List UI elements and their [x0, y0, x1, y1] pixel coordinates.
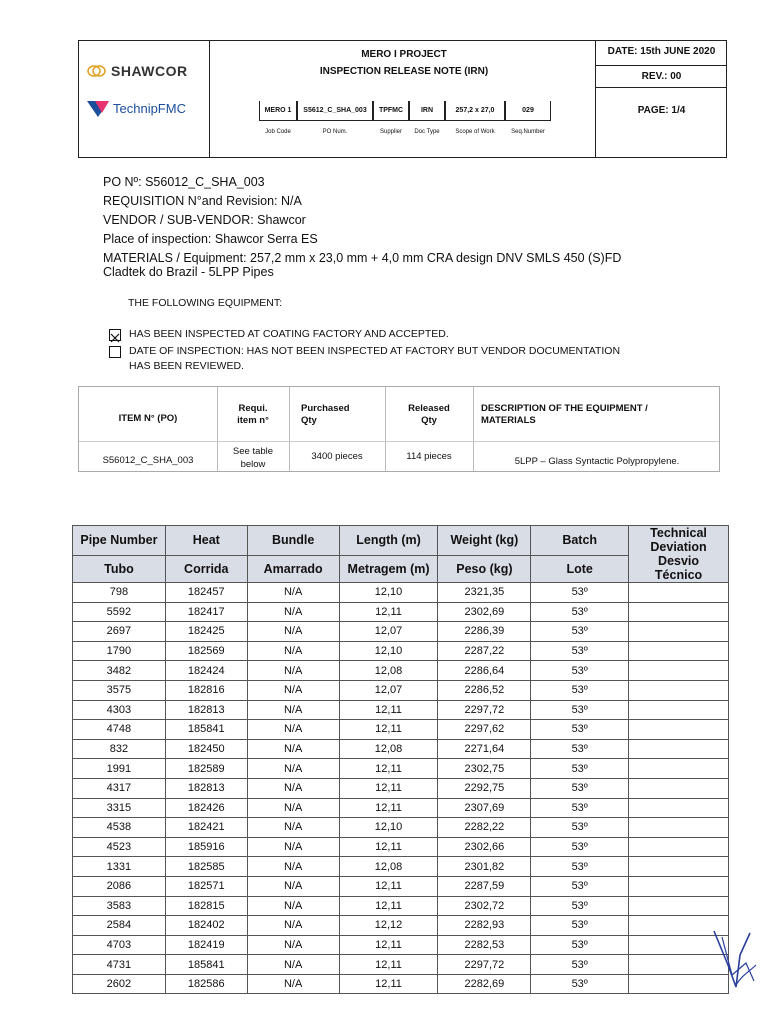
col-bundle: Bundle	[247, 526, 339, 556]
item-purchased: 3400 pieces	[311, 451, 363, 462]
pipe-table-body	[73, 583, 729, 994]
header-item-no: ITEM N° (PO)	[118, 413, 178, 424]
cell-technical-deviation	[629, 818, 729, 838]
cell-bundle: N/A	[247, 622, 339, 642]
cell-bundle: N/A	[247, 974, 339, 994]
cell-technical-deviation	[629, 661, 729, 681]
cell-batch: 53º	[531, 955, 629, 975]
cell-pipe-number: 4703	[73, 935, 166, 955]
cell-length: 12,11	[339, 602, 438, 622]
table-row	[73, 798, 729, 818]
cell-pipe-number: 2086	[73, 876, 166, 896]
code-seq: 029	[505, 101, 551, 121]
cell-bundle: N/A	[247, 818, 339, 838]
page-number: PAGE: 1/4	[637, 105, 686, 116]
table-row	[73, 818, 729, 838]
cell-heat: 185841	[165, 955, 247, 975]
cell-technical-deviation	[629, 700, 729, 720]
header-requi-2: item n°	[237, 415, 269, 426]
document-header	[78, 40, 727, 158]
divider	[79, 441, 719, 442]
table-row	[73, 661, 729, 681]
cell-bundle: N/A	[247, 661, 339, 681]
code-label: PO Num.	[322, 129, 348, 135]
cell-technical-deviation	[629, 857, 729, 877]
cell-length: 12,11	[339, 837, 438, 857]
place-of-inspection: Place of inspection: Shawcor Serra ES	[103, 232, 318, 246]
cell-bundle: N/A	[247, 720, 339, 740]
code-label: Scope of Work	[455, 129, 495, 135]
cell-heat: 182421	[165, 818, 247, 838]
cell-length: 12,11	[339, 896, 438, 916]
table-row	[73, 837, 729, 857]
code-label: Seq.Number	[511, 129, 545, 135]
tech-header-line: Desvio	[658, 554, 700, 568]
cell-weight: 2302,75	[438, 759, 531, 779]
cell-pipe-number: 4303	[73, 700, 166, 720]
cell-batch: 53º	[531, 720, 629, 740]
cell-bundle: N/A	[247, 583, 339, 603]
cell-weight: 2297,62	[438, 720, 531, 740]
cell-bundle: N/A	[247, 896, 339, 916]
cell-heat: 182419	[165, 935, 247, 955]
cell-length: 12,10	[339, 818, 438, 838]
cell-technical-deviation	[629, 641, 729, 661]
cell-batch: 53º	[531, 818, 629, 838]
cell-length: 12,11	[339, 720, 438, 740]
header-description-2: MATERIALS	[481, 415, 536, 426]
cell-batch: 53º	[531, 680, 629, 700]
cell-weight: 2282,69	[438, 974, 531, 994]
vendor: VENDOR / SUB-VENDOR: Shawcor	[103, 213, 306, 227]
table-row	[73, 857, 729, 877]
cell-bundle: N/A	[247, 778, 339, 798]
cell-weight: 2282,53	[438, 935, 531, 955]
cell-heat: 182425	[165, 622, 247, 642]
shawcor-logo-icon	[87, 65, 107, 77]
cell-batch: 53º	[531, 916, 629, 936]
tech-header-line: Technical	[650, 526, 707, 540]
cell-pipe-number: 1790	[73, 641, 166, 661]
item-requi: See table	[232, 446, 274, 457]
document-title: INSPECTION RELEASE NOTE (IRN)	[319, 66, 489, 77]
cell-weight: 2302,66	[438, 837, 531, 857]
divider	[595, 87, 726, 88]
cell-technical-deviation	[629, 896, 729, 916]
cell-heat: 182813	[165, 700, 247, 720]
table-row	[73, 720, 729, 740]
cell-pipe-number: 5592	[73, 602, 166, 622]
col-technical-deviation	[629, 526, 729, 583]
divider	[595, 65, 726, 66]
code-job: MERO 1	[259, 101, 297, 121]
cell-batch: 53º	[531, 837, 629, 857]
cell-heat: 185916	[165, 837, 247, 857]
table-row	[73, 974, 729, 994]
cell-batch: 53º	[531, 974, 629, 994]
cell-heat: 182586	[165, 974, 247, 994]
cell-length: 12,11	[339, 974, 438, 994]
cell-weight: 2286,52	[438, 680, 531, 700]
divider	[595, 41, 596, 157]
cell-weight: 2297,72	[438, 700, 531, 720]
table-row	[73, 759, 729, 779]
cell-weight: 2287,59	[438, 876, 531, 896]
cell-pipe-number: 2602	[73, 974, 166, 994]
cell-technical-deviation	[629, 602, 729, 622]
cell-length: 12,11	[339, 700, 438, 720]
header-released: Released	[408, 403, 450, 414]
cell-heat: 182417	[165, 602, 247, 622]
cell-heat: 182457	[165, 583, 247, 603]
cell-length: 12,07	[339, 680, 438, 700]
table-row	[73, 602, 729, 622]
item-table	[78, 386, 720, 472]
cell-technical-deviation	[629, 759, 729, 779]
cell-weight: 2301,82	[438, 857, 531, 877]
code-scope: 257,2 x 27,0	[445, 101, 505, 121]
option-reviewed-cont: HAS BEEN REVIEWED.	[129, 360, 244, 372]
cell-weight: 2307,69	[438, 798, 531, 818]
cell-length: 12,12	[339, 916, 438, 936]
cell-weight: 2302,69	[438, 602, 531, 622]
cell-weight: 2286,64	[438, 661, 531, 681]
item-requi-2: below	[240, 459, 266, 470]
cell-technical-deviation	[629, 680, 729, 700]
cell-technical-deviation	[629, 622, 729, 642]
cell-pipe-number: 4538	[73, 818, 166, 838]
cell-bundle: N/A	[247, 700, 339, 720]
cell-length: 12,11	[339, 778, 438, 798]
cell-bundle: N/A	[247, 602, 339, 622]
cell-batch: 53º	[531, 876, 629, 896]
header-purchased: Purchased	[301, 403, 350, 414]
cell-heat: 182585	[165, 857, 247, 877]
cell-bundle: N/A	[247, 798, 339, 818]
code-supplier: TPFMC	[373, 101, 409, 121]
col-peso: Peso (kg)	[438, 555, 531, 582]
technipfmc-logo-text: TechnipFMC	[113, 100, 186, 116]
cell-weight: 2286,39	[438, 622, 531, 642]
cell-batch: 53º	[531, 641, 629, 661]
cell-pipe-number: 4731	[73, 955, 166, 975]
cell-pipe-number: 4317	[73, 778, 166, 798]
cell-batch: 53º	[531, 622, 629, 642]
item-released: 114 pieces	[406, 451, 452, 462]
header-released-2: Qty	[421, 415, 437, 426]
po-number: PO Nº: S56012_C_SHA_003	[103, 175, 265, 189]
col-weight: Weight (kg)	[438, 526, 531, 556]
cell-heat: 182816	[165, 680, 247, 700]
signature-mark	[706, 925, 760, 993]
cell-length: 12,10	[339, 641, 438, 661]
cell-weight: 2321,35	[438, 583, 531, 603]
cell-pipe-number: 3575	[73, 680, 166, 700]
table-row	[73, 680, 729, 700]
cell-heat: 182426	[165, 798, 247, 818]
cell-pipe-number: 2584	[73, 916, 166, 936]
cell-batch: 53º	[531, 602, 629, 622]
tech-header-line: Deviation	[650, 540, 707, 554]
cell-bundle: N/A	[247, 935, 339, 955]
table-row	[73, 622, 729, 642]
code-label: Supplier	[379, 129, 402, 135]
cell-length: 12,10	[339, 583, 438, 603]
cell-pipe-number: 832	[73, 739, 166, 759]
cell-technical-deviation	[629, 583, 729, 603]
cell-batch: 53º	[531, 700, 629, 720]
cell-pipe-number: 1331	[73, 857, 166, 877]
table-row	[73, 641, 729, 661]
item-po: S56012_C_SHA_003	[102, 455, 194, 466]
cell-heat: 182569	[165, 641, 247, 661]
table-row	[73, 916, 729, 936]
cell-batch: 53º	[531, 583, 629, 603]
cell-heat: 182450	[165, 739, 247, 759]
cell-pipe-number: 3315	[73, 798, 166, 818]
cell-pipe-number: 4523	[73, 837, 166, 857]
check-x-icon	[110, 333, 120, 343]
cell-bundle: N/A	[247, 680, 339, 700]
col-metragem: Metragem (m)	[339, 555, 438, 582]
code-po: S5612_C_SHA_003	[297, 101, 373, 121]
table-row	[73, 955, 729, 975]
cell-length: 12,11	[339, 935, 438, 955]
cell-weight: 2287,22	[438, 641, 531, 661]
materials: MATERIALS / Equipment: 257,2 mm x 23,0 mm + 4,0 mm CRA design DNV SMLS 450 (S)FD	[103, 251, 622, 265]
cell-pipe-number: 3583	[73, 896, 166, 916]
cell-heat: 182589	[165, 759, 247, 779]
table-row	[73, 739, 729, 759]
cell-weight: 2292,75	[438, 778, 531, 798]
cell-technical-deviation	[629, 720, 729, 740]
requisition: REQUISITION N°and Revision: N/A	[103, 194, 302, 208]
col-tubo: Tubo	[73, 555, 166, 582]
cell-batch: 53º	[531, 778, 629, 798]
cell-length: 12,11	[339, 955, 438, 975]
cell-batch: 53º	[531, 857, 629, 877]
cell-length: 12,08	[339, 857, 438, 877]
table-row	[73, 700, 729, 720]
cell-batch: 53º	[531, 759, 629, 779]
header-purchased-2: Qty	[301, 415, 317, 426]
cell-weight: 2282,22	[438, 818, 531, 838]
cell-bundle: N/A	[247, 641, 339, 661]
cell-batch: 53º	[531, 739, 629, 759]
cell-heat: 185841	[165, 720, 247, 740]
project-title: MERO I PROJECT	[361, 49, 447, 60]
cell-bundle: N/A	[247, 876, 339, 896]
col-lote: Lote	[531, 555, 629, 582]
cell-length: 12,08	[339, 739, 438, 759]
col-batch: Batch	[531, 526, 629, 556]
technipfmc-logo-icon	[85, 97, 111, 119]
col-corrida: Corrida	[165, 555, 247, 582]
col-heat: Heat	[165, 526, 247, 556]
table-row	[73, 896, 729, 916]
cell-batch: 53º	[531, 661, 629, 681]
materials-cont: Cladtek do Brazil - 5LPP Pipes	[103, 265, 274, 279]
col-length: Length (m)	[339, 526, 438, 556]
tech-header-line: Técnico	[654, 568, 703, 582]
code-label: Job Code	[265, 129, 291, 135]
cell-heat: 182813	[165, 778, 247, 798]
table-row	[73, 876, 729, 896]
cell-technical-deviation	[629, 739, 729, 759]
checkbox-accepted[interactable]	[109, 329, 121, 341]
cell-length: 12,11	[339, 759, 438, 779]
shawcor-logo-text: SHAWCOR	[111, 63, 188, 79]
table-row	[73, 778, 729, 798]
technipfmc-logo	[85, 97, 186, 119]
cell-pipe-number: 3482	[73, 661, 166, 681]
cell-technical-deviation	[629, 876, 729, 896]
cell-bundle: N/A	[247, 759, 339, 779]
shawcor-logo	[87, 63, 188, 79]
cell-bundle: N/A	[247, 739, 339, 759]
cell-length: 12,11	[339, 876, 438, 896]
cell-technical-deviation	[629, 837, 729, 857]
table-row	[73, 583, 729, 603]
cell-bundle: N/A	[247, 857, 339, 877]
cell-bundle: N/A	[247, 837, 339, 857]
cell-length: 12,07	[339, 622, 438, 642]
table-row	[73, 935, 729, 955]
cell-pipe-number: 2697	[73, 622, 166, 642]
cell-heat: 182402	[165, 916, 247, 936]
divider	[209, 41, 210, 157]
option-accepted: HAS BEEN INSPECTED AT COATING FACTORY AND ACCEPTED.	[129, 328, 449, 340]
header-description: DESCRIPTION OF THE EQUIPMENT /	[481, 403, 648, 414]
cell-bundle: N/A	[247, 955, 339, 975]
cell-pipe-number: 1991	[73, 759, 166, 779]
cell-batch: 53º	[531, 935, 629, 955]
col-pipe-number: Pipe Number	[73, 526, 166, 556]
date-label: DATE: 15th JUNE 2020	[607, 46, 716, 57]
pipe-table	[72, 525, 729, 994]
cell-bundle: N/A	[247, 916, 339, 936]
col-amarrado: Amarrado	[247, 555, 339, 582]
item-description: 5LPP – Glass Syntactic Polypropylene.	[514, 456, 680, 467]
cell-pipe-number: 4748	[73, 720, 166, 740]
cell-pipe-number: 798	[73, 583, 166, 603]
cell-heat: 182571	[165, 876, 247, 896]
cell-heat: 182424	[165, 661, 247, 681]
cell-length: 12,08	[339, 661, 438, 681]
cell-weight: 2282,93	[438, 916, 531, 936]
cell-weight: 2297,72	[438, 955, 531, 975]
code-label: Doc Type	[414, 129, 440, 135]
header-requi: Requi.	[238, 403, 268, 414]
cell-length: 12,11	[339, 798, 438, 818]
cell-technical-deviation	[629, 778, 729, 798]
cell-batch: 53º	[531, 798, 629, 818]
cell-weight: 2271,64	[438, 739, 531, 759]
revision: REV.: 00	[641, 71, 682, 82]
cell-technical-deviation	[629, 798, 729, 818]
cell-weight: 2302,72	[438, 896, 531, 916]
option-reviewed: DATE OF INSPECTION: HAS NOT BEEN INSPECTED AT FACTORY BUT VENDOR DOCUMENTATION	[129, 345, 621, 357]
following-equipment: THE FOLLOWING EQUIPMENT:	[128, 297, 283, 309]
checkbox-reviewed[interactable]	[109, 346, 121, 358]
cell-heat: 182815	[165, 896, 247, 916]
cell-batch: 53º	[531, 896, 629, 916]
code-doctype: IRN	[409, 101, 445, 121]
